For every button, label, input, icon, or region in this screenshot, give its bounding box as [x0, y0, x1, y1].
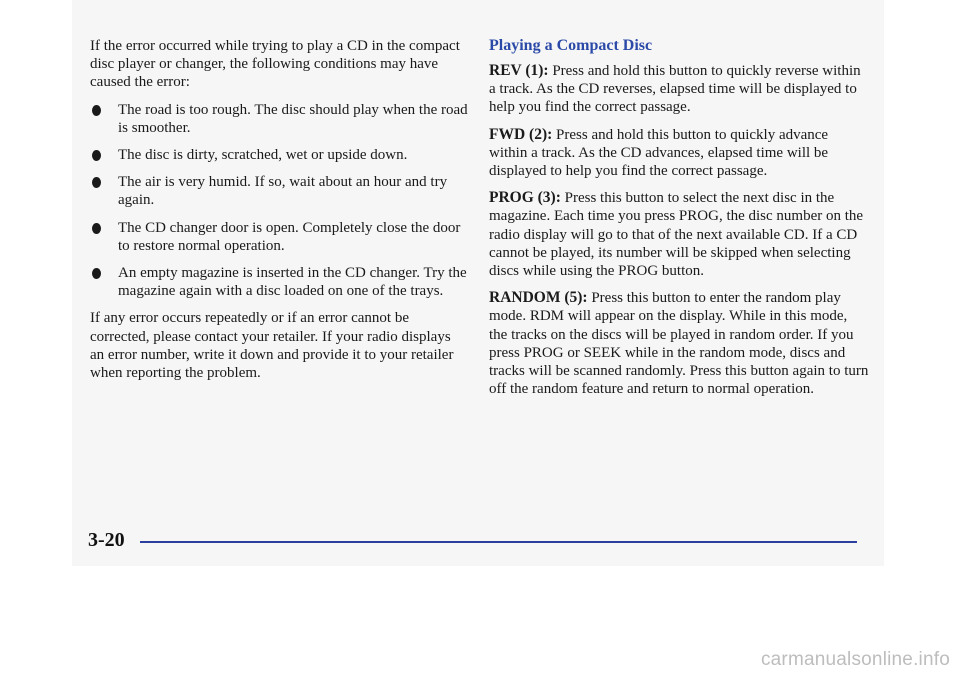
- entry-fwd: [489, 126, 869, 181]
- closing-paragraph: If any error occurs repeatedly or if an error cannot be corrected, please contact your retailer. If your radio displays an error number, write it down and provide it to your retailer when reporting the problem.: [90, 310, 454, 382]
- entry-term: RANDOM (5):: [489, 289, 588, 307]
- watermark: carmanualsonline.info: [760, 649, 950, 670]
- entry-term: REV (1):: [489, 62, 549, 79]
- bullet-icon: [92, 105, 101, 116]
- entry-text: Press and hold this button to quickly reverse within a track. As the CD reverses, elapsed time will be displayed to help you find the correct passage.: [489, 63, 861, 116]
- page-number: 3-20: [88, 529, 125, 551]
- entry-text: Press and hold this button to quickly advance within a track. As the CD advances, elapsed time will be displayed to help you find the correct passage.: [489, 126, 829, 180]
- intro-paragraph: If the error occurred while trying to play a CD in the compact disc player or changer, the following conditions may have caused the error:: [90, 38, 460, 91]
- entry-prog: [489, 189, 869, 280]
- bullet-icon: [92, 223, 101, 234]
- list-item: The disc is dirty, scratched, wet or upside down.: [90, 146, 468, 164]
- entry-text: Press this button to select the next disc in the magazine. Each time you press PROG, the disc number on the radio display will go to that of the next available CD. If a CD cannot be played, its number will be skipped when selecting discs while using the PROG button.: [489, 190, 864, 280]
- footer-rule: [140, 541, 857, 543]
- error-conditions-list: [90, 101, 468, 301]
- entry-rev: [489, 62, 869, 117]
- entry-random: [489, 289, 869, 398]
- list-item: An empty magazine is inserted in the CD changer. Try the magazine again with a disc loaded on one of the trays.: [90, 264, 468, 300]
- left-column: [90, 37, 468, 382]
- list-item: The air is very humid. If so, wait about an hour and try again.: [90, 173, 468, 209]
- entry-term: PROG (3):: [489, 189, 561, 207]
- entry-term: FWD (2):: [489, 125, 553, 143]
- right-column: [489, 36, 869, 407]
- list-item: The CD changer door is open. Completely close the door to restore normal operation.: [90, 219, 468, 255]
- list-item: The road is too rough. The disc should play when the road is smoother.: [90, 101, 468, 137]
- bullet-icon: [92, 268, 101, 279]
- section-title: Playing a Compact Disc: [489, 37, 653, 54]
- bullet-icon: [92, 150, 101, 161]
- bullet-icon: [92, 177, 101, 188]
- entry-text: Press this button to enter the random play mode. RDM will appear on the display. While in this mode, the tracks on the discs will be played in random order. If you press PROG or SEEK while in the random mode, discs and tracks will be scanned randomly. Press this button again to turn off the random feature and return to normal operation.: [489, 290, 869, 398]
